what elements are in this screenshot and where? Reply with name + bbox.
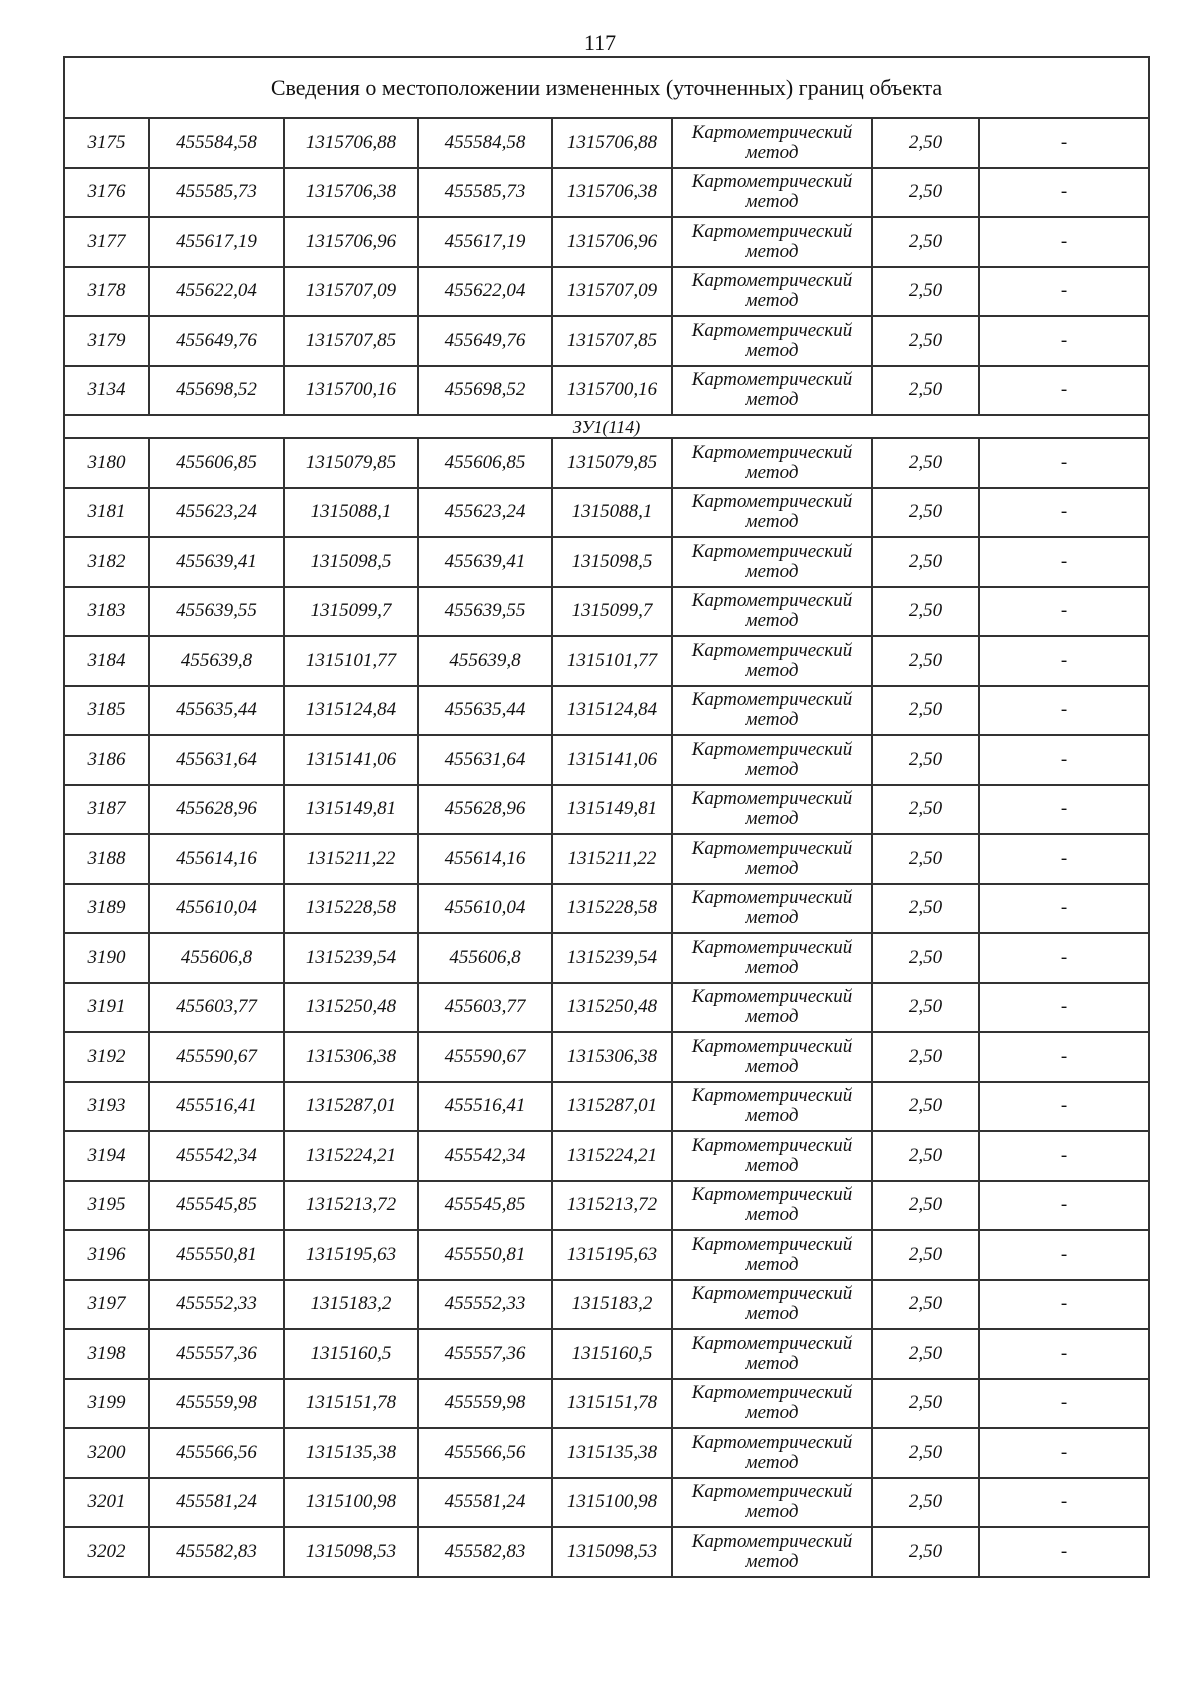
table-row (64, 1082, 1149, 1132)
method-cell: Картометрический метод (672, 217, 872, 267)
existing-x-cell: 455584,58 (149, 118, 284, 168)
method-cell: Картометрический метод (672, 1082, 872, 1132)
point-number-cell: 3191 (64, 983, 149, 1033)
table-row (64, 267, 1149, 317)
existing-x-cell: 455614,16 (149, 834, 284, 884)
method-cell: Картометрический метод (672, 636, 872, 686)
table-row (64, 834, 1149, 884)
note-cell: - (979, 735, 1149, 785)
point-number-cell: 3177 (64, 217, 149, 267)
refined-x-cell: 455542,34 (418, 1131, 552, 1181)
note-cell: - (979, 636, 1149, 686)
method-cell: Картометрический метод (672, 1131, 872, 1181)
existing-y-cell: 1315306,38 (284, 1032, 418, 1082)
note-cell: - (979, 1527, 1149, 1577)
method-cell: Картометрический метод (672, 537, 872, 587)
existing-x-cell: 455545,85 (149, 1181, 284, 1231)
refined-x-cell: 455639,55 (418, 587, 552, 637)
refined-y-cell: 1315195,63 (552, 1230, 672, 1280)
table-title: Сведения о местоположении измененных (уточненных) границ объекта (64, 57, 1149, 118)
existing-x-cell: 455559,98 (149, 1379, 284, 1429)
accuracy-cell: 2,50 (872, 217, 979, 267)
table-row (64, 1527, 1149, 1577)
existing-y-cell: 1315707,85 (284, 316, 418, 366)
existing-y-cell: 1315224,21 (284, 1131, 418, 1181)
method-cell: Картометрический метод (672, 366, 872, 416)
refined-y-cell: 1315088,1 (552, 488, 672, 538)
method-cell: Картометрический метод (672, 587, 872, 637)
note-cell: - (979, 884, 1149, 934)
refined-x-cell: 455581,24 (418, 1478, 552, 1528)
refined-x-cell: 455582,83 (418, 1527, 552, 1577)
refined-y-cell: 1315211,22 (552, 834, 672, 884)
existing-x-cell: 455552,33 (149, 1280, 284, 1330)
table-row (64, 1181, 1149, 1231)
table-row (64, 636, 1149, 686)
table-row (64, 366, 1149, 416)
accuracy-cell: 2,50 (872, 636, 979, 686)
note-cell: - (979, 1329, 1149, 1379)
refined-x-cell: 455622,04 (418, 267, 552, 317)
accuracy-cell: 2,50 (872, 537, 979, 587)
point-number-cell: 3178 (64, 267, 149, 317)
refined-x-cell: 455610,04 (418, 884, 552, 934)
table-row (64, 537, 1149, 587)
note-cell: - (979, 983, 1149, 1033)
existing-y-cell: 1315707,09 (284, 267, 418, 317)
method-cell: Картометрический метод (672, 983, 872, 1033)
refined-y-cell: 1315306,38 (552, 1032, 672, 1082)
point-number-cell: 3198 (64, 1329, 149, 1379)
refined-y-cell: 1315700,16 (552, 366, 672, 416)
method-cell: Картометрический метод (672, 1379, 872, 1429)
table-row (64, 1032, 1149, 1082)
refined-y-cell: 1315706,38 (552, 168, 672, 218)
existing-x-cell: 455622,04 (149, 267, 284, 317)
note-cell: - (979, 1181, 1149, 1231)
method-cell: Картометрический метод (672, 785, 872, 835)
existing-y-cell: 1315149,81 (284, 785, 418, 835)
existing-y-cell: 1315100,98 (284, 1478, 418, 1528)
refined-y-cell: 1315707,85 (552, 316, 672, 366)
accuracy-cell: 2,50 (872, 1329, 979, 1379)
note-cell: - (979, 1230, 1149, 1280)
method-cell: Картометрический метод (672, 735, 872, 785)
existing-y-cell: 1315101,77 (284, 636, 418, 686)
refined-y-cell: 1315079,85 (552, 438, 672, 488)
table-row (64, 217, 1149, 267)
refined-x-cell: 455639,8 (418, 636, 552, 686)
method-cell: Картометрический метод (672, 168, 872, 218)
existing-x-cell: 455550,81 (149, 1230, 284, 1280)
existing-x-cell: 455617,19 (149, 217, 284, 267)
existing-x-cell: 455516,41 (149, 1082, 284, 1132)
refined-x-cell: 455552,33 (418, 1280, 552, 1330)
refined-y-cell: 1315098,5 (552, 537, 672, 587)
existing-x-cell: 455582,83 (149, 1527, 284, 1577)
refined-x-cell: 455614,16 (418, 834, 552, 884)
existing-y-cell: 1315250,48 (284, 983, 418, 1033)
method-cell: Картометрический метод (672, 1230, 872, 1280)
page-number: 117 (583, 30, 617, 55)
table-title-row (64, 57, 1149, 118)
accuracy-cell: 2,50 (872, 1181, 979, 1231)
point-number-cell: 3182 (64, 537, 149, 587)
refined-x-cell: 455649,76 (418, 316, 552, 366)
refined-y-cell: 1315250,48 (552, 983, 672, 1033)
existing-y-cell: 1315239,54 (284, 933, 418, 983)
note-cell: - (979, 1032, 1149, 1082)
table-row (64, 488, 1149, 538)
refined-x-cell: 455585,73 (418, 168, 552, 218)
refined-x-cell: 455617,19 (418, 217, 552, 267)
method-cell: Картометрический метод (672, 1428, 872, 1478)
table-row (64, 1280, 1149, 1330)
point-number-cell: 3199 (64, 1379, 149, 1429)
accuracy-cell: 2,50 (872, 735, 979, 785)
refined-x-cell: 455631,64 (418, 735, 552, 785)
point-number-cell: 3185 (64, 686, 149, 736)
note-cell: - (979, 366, 1149, 416)
accuracy-cell: 2,50 (872, 1131, 979, 1181)
point-number-cell: 3184 (64, 636, 149, 686)
method-cell: Картометрический метод (672, 933, 872, 983)
refined-x-cell: 455603,77 (418, 983, 552, 1033)
accuracy-cell: 2,50 (872, 1428, 979, 1478)
refined-x-cell: 455628,96 (418, 785, 552, 835)
note-cell: - (979, 488, 1149, 538)
table-row (64, 1428, 1149, 1478)
refined-y-cell: 1315100,98 (552, 1478, 672, 1528)
note-cell: - (979, 438, 1149, 488)
table-row (64, 884, 1149, 934)
refined-y-cell: 1315706,96 (552, 217, 672, 267)
note-cell: - (979, 1280, 1149, 1330)
table-row (64, 168, 1149, 218)
existing-x-cell: 455623,24 (149, 488, 284, 538)
note-cell: - (979, 1478, 1149, 1528)
existing-y-cell: 1315228,58 (284, 884, 418, 934)
refined-x-cell: 455639,41 (418, 537, 552, 587)
refined-x-cell: 455516,41 (418, 1082, 552, 1132)
refined-x-cell: 455623,24 (418, 488, 552, 538)
table-row (64, 587, 1149, 637)
point-number-cell: 3188 (64, 834, 149, 884)
existing-y-cell: 1315706,96 (284, 217, 418, 267)
existing-y-cell: 1315151,78 (284, 1379, 418, 1429)
refined-y-cell: 1315239,54 (552, 933, 672, 983)
existing-x-cell: 455606,85 (149, 438, 284, 488)
existing-y-cell: 1315098,53 (284, 1527, 418, 1577)
group-label: ЗУ1(114) (64, 415, 1149, 438)
existing-y-cell: 1315141,06 (284, 735, 418, 785)
point-number-cell: 3190 (64, 933, 149, 983)
existing-y-cell: 1315706,88 (284, 118, 418, 168)
coordinates-table (63, 56, 1150, 1578)
existing-x-cell: 455590,67 (149, 1032, 284, 1082)
refined-x-cell: 455557,36 (418, 1329, 552, 1379)
existing-x-cell: 455649,76 (149, 316, 284, 366)
note-cell: - (979, 834, 1149, 884)
refined-y-cell: 1315135,38 (552, 1428, 672, 1478)
note-cell: - (979, 785, 1149, 835)
point-number-cell: 3180 (64, 438, 149, 488)
existing-x-cell: 455631,64 (149, 735, 284, 785)
point-number-cell: 3175 (64, 118, 149, 168)
point-number-cell: 3197 (64, 1280, 149, 1330)
method-cell: Картометрический метод (672, 1280, 872, 1330)
accuracy-cell: 2,50 (872, 1082, 979, 1132)
table-row (64, 438, 1149, 488)
note-cell: - (979, 118, 1149, 168)
accuracy-cell: 2,50 (872, 1230, 979, 1280)
note-cell: - (979, 686, 1149, 736)
accuracy-cell: 2,50 (872, 267, 979, 317)
existing-y-cell: 1315160,5 (284, 1329, 418, 1379)
method-cell: Картометрический метод (672, 1181, 872, 1231)
existing-y-cell: 1315099,7 (284, 587, 418, 637)
accuracy-cell: 2,50 (872, 1280, 979, 1330)
table-row (64, 1230, 1149, 1280)
existing-y-cell: 1315079,85 (284, 438, 418, 488)
existing-x-cell: 455581,24 (149, 1478, 284, 1528)
method-cell: Картометрический метод (672, 316, 872, 366)
point-number-cell: 3201 (64, 1478, 149, 1528)
point-number-cell: 3189 (64, 884, 149, 934)
method-cell: Картометрический метод (672, 267, 872, 317)
accuracy-cell: 2,50 (872, 1478, 979, 1528)
existing-x-cell: 455698,52 (149, 366, 284, 416)
point-number-cell: 3194 (64, 1131, 149, 1181)
note-cell: - (979, 168, 1149, 218)
accuracy-cell: 2,50 (872, 983, 979, 1033)
method-cell: Картометрический метод (672, 1032, 872, 1082)
note-cell: - (979, 587, 1149, 637)
existing-x-cell: 455628,96 (149, 785, 284, 835)
accuracy-cell: 2,50 (872, 834, 979, 884)
existing-x-cell: 455639,41 (149, 537, 284, 587)
existing-x-cell: 455639,55 (149, 587, 284, 637)
refined-x-cell: 455606,8 (418, 933, 552, 983)
existing-y-cell: 1315211,22 (284, 834, 418, 884)
existing-y-cell: 1315183,2 (284, 1280, 418, 1330)
point-number-cell: 3134 (64, 366, 149, 416)
existing-x-cell: 455606,8 (149, 933, 284, 983)
refined-x-cell: 455559,98 (418, 1379, 552, 1429)
table-body (64, 57, 1149, 1577)
note-cell: - (979, 1082, 1149, 1132)
refined-y-cell: 1315224,21 (552, 1131, 672, 1181)
accuracy-cell: 2,50 (872, 118, 979, 168)
method-cell: Картометрический метод (672, 1478, 872, 1528)
method-cell: Картометрический метод (672, 686, 872, 736)
note-cell: - (979, 1428, 1149, 1478)
refined-y-cell: 1315124,84 (552, 686, 672, 736)
accuracy-cell: 2,50 (872, 1527, 979, 1577)
refined-y-cell: 1315183,2 (552, 1280, 672, 1330)
method-cell: Картометрический метод (672, 438, 872, 488)
refined-y-cell: 1315213,72 (552, 1181, 672, 1231)
existing-x-cell: 455566,56 (149, 1428, 284, 1478)
refined-y-cell: 1315160,5 (552, 1329, 672, 1379)
table-row (64, 118, 1149, 168)
accuracy-cell: 2,50 (872, 438, 979, 488)
point-number-cell: 3196 (64, 1230, 149, 1280)
accuracy-cell: 2,50 (872, 587, 979, 637)
accuracy-cell: 2,50 (872, 686, 979, 736)
accuracy-cell: 2,50 (872, 1032, 979, 1082)
refined-y-cell: 1315151,78 (552, 1379, 672, 1429)
accuracy-cell: 2,50 (872, 488, 979, 538)
point-number-cell: 3193 (64, 1082, 149, 1132)
point-number-cell: 3192 (64, 1032, 149, 1082)
note-cell: - (979, 316, 1149, 366)
refined-x-cell: 455635,44 (418, 686, 552, 736)
table-row (64, 983, 1149, 1033)
existing-x-cell: 455542,34 (149, 1131, 284, 1181)
table-row (64, 785, 1149, 835)
accuracy-cell: 2,50 (872, 884, 979, 934)
table-row (64, 735, 1149, 785)
refined-x-cell: 455566,56 (418, 1428, 552, 1478)
point-number-cell: 3195 (64, 1181, 149, 1231)
point-number-cell: 3179 (64, 316, 149, 366)
method-cell: Картометрический метод (672, 884, 872, 934)
table-row (64, 1478, 1149, 1528)
point-number-cell: 3181 (64, 488, 149, 538)
method-cell: Картометрический метод (672, 118, 872, 168)
refined-y-cell: 1315706,88 (552, 118, 672, 168)
note-cell: - (979, 933, 1149, 983)
refined-y-cell: 1315141,06 (552, 735, 672, 785)
refined-y-cell: 1315099,7 (552, 587, 672, 637)
existing-y-cell: 1315195,63 (284, 1230, 418, 1280)
existing-y-cell: 1315135,38 (284, 1428, 418, 1478)
method-cell: Картометрический метод (672, 1527, 872, 1577)
group-row (64, 415, 1149, 438)
existing-x-cell: 455610,04 (149, 884, 284, 934)
accuracy-cell: 2,50 (872, 1379, 979, 1429)
existing-y-cell: 1315088,1 (284, 488, 418, 538)
existing-x-cell: 455557,36 (149, 1329, 284, 1379)
point-number-cell: 3176 (64, 168, 149, 218)
refined-x-cell: 455606,85 (418, 438, 552, 488)
refined-y-cell: 1315098,53 (552, 1527, 672, 1577)
refined-y-cell: 1315287,01 (552, 1082, 672, 1132)
point-number-cell: 3200 (64, 1428, 149, 1478)
existing-y-cell: 1315124,84 (284, 686, 418, 736)
point-number-cell: 3202 (64, 1527, 149, 1577)
refined-y-cell: 1315101,77 (552, 636, 672, 686)
method-cell: Картометрический метод (672, 1329, 872, 1379)
existing-y-cell: 1315098,5 (284, 537, 418, 587)
existing-x-cell: 455585,73 (149, 168, 284, 218)
existing-x-cell: 455635,44 (149, 686, 284, 736)
table-row (64, 686, 1149, 736)
point-number-cell: 3186 (64, 735, 149, 785)
table-row (64, 933, 1149, 983)
note-cell: - (979, 537, 1149, 587)
table-row (64, 1131, 1149, 1181)
note-cell: - (979, 267, 1149, 317)
refined-x-cell: 455698,52 (418, 366, 552, 416)
existing-y-cell: 1315706,38 (284, 168, 418, 218)
accuracy-cell: 2,50 (872, 316, 979, 366)
refined-y-cell: 1315707,09 (552, 267, 672, 317)
existing-y-cell: 1315213,72 (284, 1181, 418, 1231)
accuracy-cell: 2,50 (872, 366, 979, 416)
accuracy-cell: 2,50 (872, 933, 979, 983)
refined-x-cell: 455545,85 (418, 1181, 552, 1231)
point-number-cell: 3187 (64, 785, 149, 835)
refined-y-cell: 1315228,58 (552, 884, 672, 934)
refined-x-cell: 455550,81 (418, 1230, 552, 1280)
point-number-cell: 3183 (64, 587, 149, 637)
existing-x-cell: 455639,8 (149, 636, 284, 686)
existing-y-cell: 1315700,16 (284, 366, 418, 416)
refined-x-cell: 455590,67 (418, 1032, 552, 1082)
existing-y-cell: 1315287,01 (284, 1082, 418, 1132)
table-row (64, 1329, 1149, 1379)
note-cell: - (979, 217, 1149, 267)
method-cell: Картометрический метод (672, 834, 872, 884)
table-row (64, 316, 1149, 366)
accuracy-cell: 2,50 (872, 168, 979, 218)
refined-x-cell: 455584,58 (418, 118, 552, 168)
accuracy-cell: 2,50 (872, 785, 979, 835)
method-cell: Картометрический метод (672, 488, 872, 538)
existing-x-cell: 455603,77 (149, 983, 284, 1033)
table-row (64, 1379, 1149, 1429)
note-cell: - (979, 1131, 1149, 1181)
note-cell: - (979, 1379, 1149, 1429)
refined-y-cell: 1315149,81 (552, 785, 672, 835)
